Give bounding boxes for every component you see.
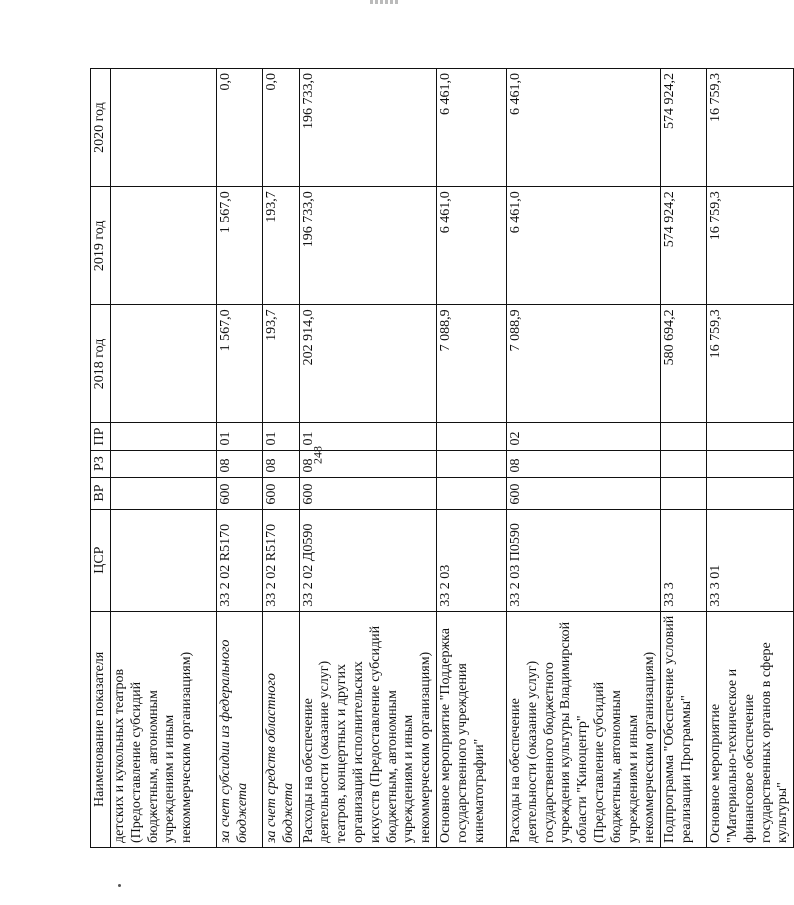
row-2020-cell: 6 461,0 — [506, 69, 660, 187]
table-row — [299, 69, 436, 848]
row-name-cell: Основное мероприятие "Материально-техническое и финансовое обеспечение государственных органов в сфере культуры" — [707, 611, 794, 847]
row-rz-cell — [707, 450, 794, 477]
row-2018-cell: 202 914,0 — [299, 305, 436, 423]
row-name-cell: Основное мероприятие "Поддержка государственного учреждения кинематографии" — [436, 611, 506, 847]
row-2019-cell: 1 567,0 — [217, 187, 263, 305]
row-name-cell: детских и кукольных театров (Предоставление субсидий бюджетным, автономным учреждениям и иным некоммерческим организациям) — [111, 611, 217, 847]
row-pr-cell: 02 — [506, 423, 660, 450]
budget-table — [90, 68, 794, 848]
row-name-cell: Подпрограмма "Обеспечение условий реализации Программы" — [661, 611, 707, 847]
row-2020-cell: 0,0 — [217, 69, 263, 187]
row-2019-cell: 16 759,3 — [707, 187, 794, 305]
table-row — [661, 69, 707, 848]
row-csr-cell: 33 2 03 П0590 — [506, 509, 660, 611]
row-rz-cell: 08 — [299, 450, 436, 477]
row-pr-cell: 01 — [217, 423, 263, 450]
row-pr-cell — [111, 423, 217, 450]
row-2020-cell: 196 733,0 — [299, 69, 436, 187]
header-pr: ПР — [91, 423, 111, 450]
table-row — [263, 69, 300, 848]
rotated-table-container — [90, 68, 791, 848]
row-pr-cell: 01 — [263, 423, 300, 450]
header-name: Наименование показателя — [91, 611, 111, 847]
row-vr-cell: 600 — [506, 477, 660, 509]
row-2018-cell: 1 567,0 — [217, 305, 263, 423]
row-2018-cell: 7 088,9 — [506, 305, 660, 423]
page-number: 248 — [310, 446, 324, 464]
row-pr-cell — [436, 423, 506, 450]
row-csr-cell: 33 3 01 — [707, 509, 794, 611]
scan-dot — [118, 884, 121, 887]
scan-mark — [370, 0, 400, 4]
row-2020-cell: 6 461,0 — [436, 69, 506, 187]
row-2019-cell: 574 924,2 — [661, 187, 707, 305]
table-row — [436, 69, 506, 848]
row-csr-cell: 33 2 03 — [436, 509, 506, 611]
header-2020: 2020 год — [91, 69, 111, 187]
row-name-cell: за счет средств областного бюджета — [263, 611, 300, 847]
row-2020-cell — [111, 69, 217, 187]
table-row — [506, 69, 660, 848]
table-row — [707, 69, 794, 848]
row-vr-cell: 600 — [263, 477, 300, 509]
row-rz-cell — [436, 450, 506, 477]
header-vr: ВР — [91, 477, 111, 509]
table-row — [111, 69, 217, 848]
row-rz-cell: 08 — [506, 450, 660, 477]
row-csr-cell: 33 2 02 R5170 — [217, 509, 263, 611]
row-csr-cell — [111, 509, 217, 611]
row-csr-cell: 33 2 02 R5170 — [263, 509, 300, 611]
table-body — [111, 69, 794, 848]
row-2020-cell: 0,0 — [263, 69, 300, 187]
row-rz-cell — [111, 450, 217, 477]
row-vr-cell: 600 — [217, 477, 263, 509]
row-csr-cell: 33 3 — [661, 509, 707, 611]
row-rz-cell: 08 — [217, 450, 263, 477]
row-2020-cell: 16 759,3 — [707, 69, 794, 187]
row-name-cell: за счет субсидии из федерального бюджета — [217, 611, 263, 847]
row-2019-cell: 6 461,0 — [436, 187, 506, 305]
row-rz-cell: 08 — [263, 450, 300, 477]
row-pr-cell — [661, 423, 707, 450]
row-pr-cell: 01 — [299, 423, 436, 450]
header-2018: 2018 год — [91, 305, 111, 423]
row-2018-cell: 580 694,2 — [661, 305, 707, 423]
table-header-row — [91, 69, 111, 848]
header-2019: 2019 год — [91, 187, 111, 305]
row-2018-cell: 193,7 — [263, 305, 300, 423]
row-2018-cell: 7 088,9 — [436, 305, 506, 423]
row-vr-cell: 600 — [299, 477, 436, 509]
row-2019-cell — [111, 187, 217, 305]
row-2018-cell — [111, 305, 217, 423]
row-2019-cell: 196 733,0 — [299, 187, 436, 305]
row-2018-cell: 16 759,3 — [707, 305, 794, 423]
row-csr-cell: 33 2 02 Д0590 — [299, 509, 436, 611]
row-vr-cell — [661, 477, 707, 509]
row-vr-cell — [111, 477, 217, 509]
table-row — [217, 69, 263, 848]
row-2020-cell: 574 924,2 — [661, 69, 707, 187]
row-name-cell: Расходы на обеспечение деятельности (оказание услуг) государственного бюджетного учреждения культуры Владимирской области "Киноцентр" (Предоставление субсидий бюджетным, автономным учреждениям и иным некоммерческим организациям) — [506, 611, 660, 847]
row-vr-cell — [436, 477, 506, 509]
row-name-cell: Расходы на обеспечение деятельности (оказание услуг) театров, концертных и других организаций исполнительских искусств (Предоставление субсидий бюджетным, автономным учреждениям и иным некоммерческим организациям) — [299, 611, 436, 847]
row-vr-cell — [707, 477, 794, 509]
header-csr: ЦСР — [91, 509, 111, 611]
row-2019-cell: 6 461,0 — [506, 187, 660, 305]
row-2019-cell: 193,7 — [263, 187, 300, 305]
row-rz-cell — [661, 450, 707, 477]
row-pr-cell — [707, 423, 794, 450]
header-rz: РЗ — [91, 450, 111, 477]
